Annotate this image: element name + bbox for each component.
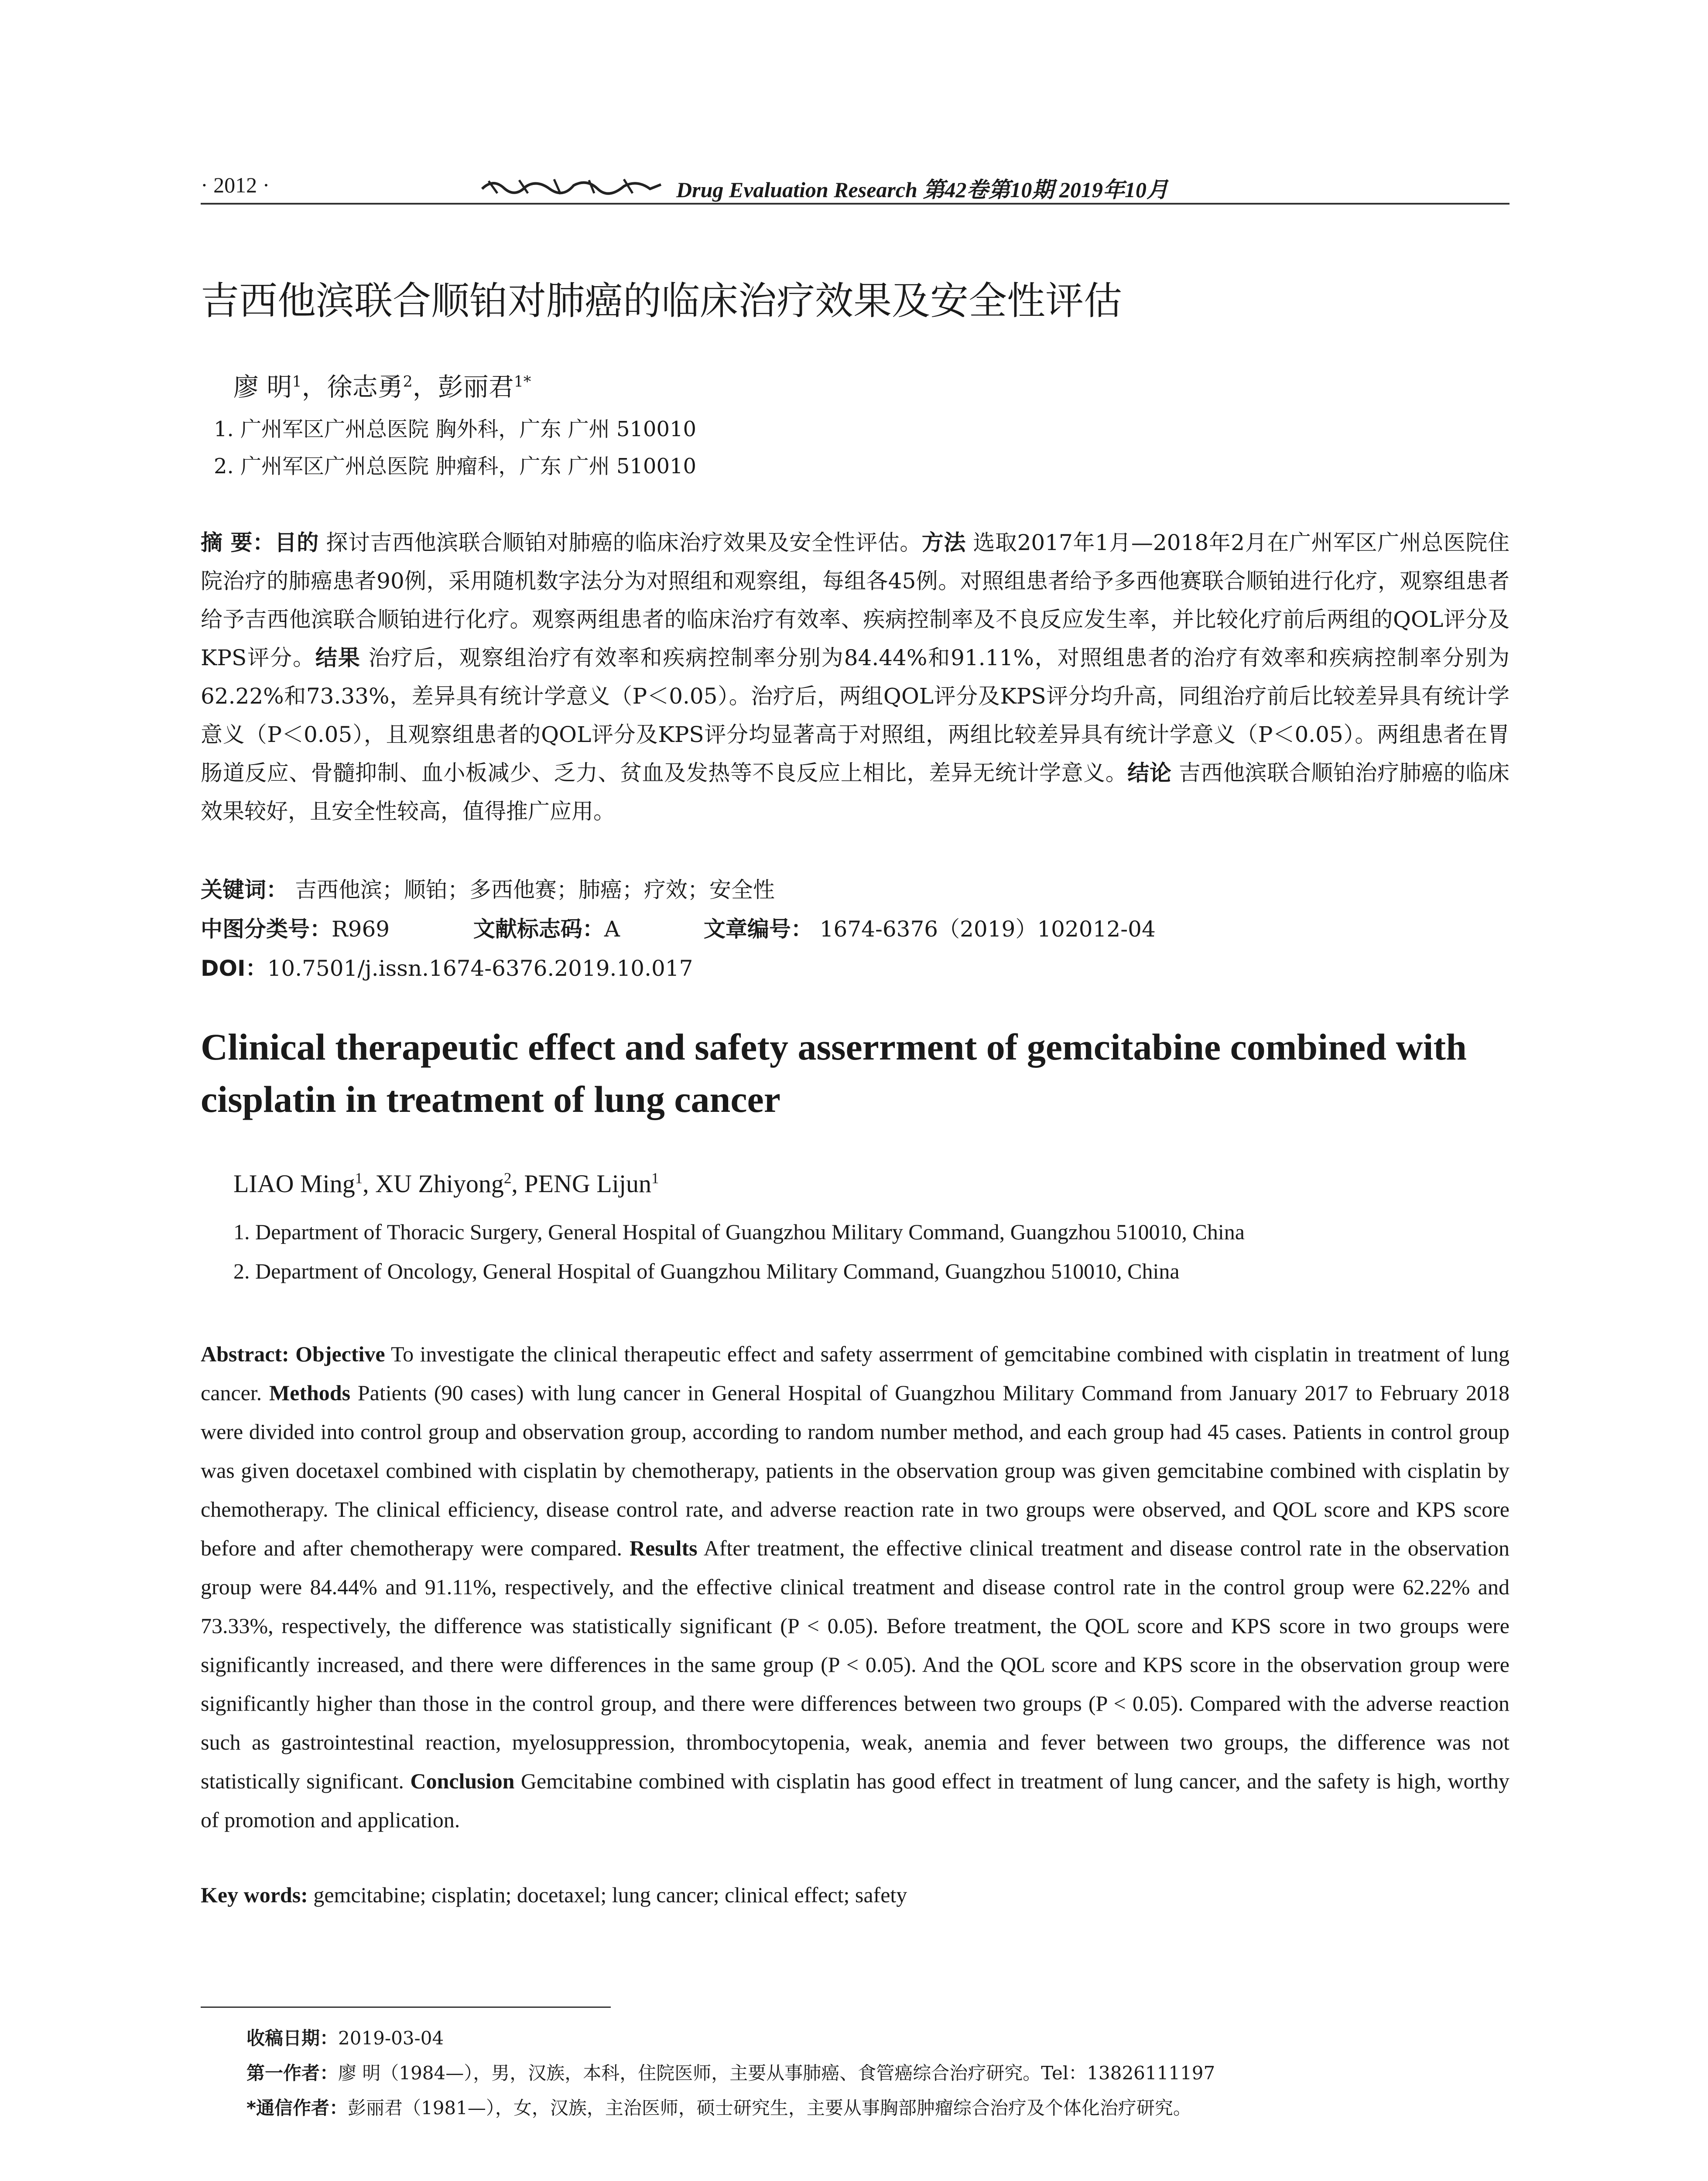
keywords-value: 吉西他滨；顺铂；多西他赛；肺癌；疗效；安全性 [294,877,775,902]
author-name: 彭丽君 [438,372,514,402]
author-affil-mark: 1 [651,1169,659,1187]
keywords-label: 关键词： [201,877,288,902]
doi-value: 10.7501/j.issn.1674-6376.2019.10.017 [267,956,693,981]
journal-name: Drug Evaluation Research 第42卷第10期 2019年10月 [676,178,1168,202]
author-affil-mark: 2 [403,373,413,391]
page-number: · 2012 · [201,173,270,197]
author-name: XU Zhiyong [375,1169,504,1198]
results-label: Results [629,1536,698,1560]
clc-label: 中图分类号： [201,916,332,942]
abstract-label: Abstract: [201,1342,289,1366]
doc-code-label: 文献标志码： [473,916,604,942]
doi-label: DOI： [201,956,267,981]
doc-code-value: A [604,916,620,942]
doi-line [201,951,693,982]
author-name: 徐志勇 [327,372,403,402]
affiliation-en-2: 2. Department of Oncology, General Hospital of Guangzhou Military Command, Guangzhou 510010, China [233,1259,1180,1283]
conclusion-text: Gemcitabine combined with cisplatin has good effect in treatment of lung cancer, and the safety is high, worthy of promotion and application. [201,1769,1509,1832]
abstract-cn [201,523,1509,831]
conclusion-text: 吉西他滨联合顺铂治疗肺癌的临床效果较好，且安全性较高，值得推广应用。 [201,760,1509,824]
keywords-cn [201,872,775,904]
footnote-corresponding [246,2094,1191,2120]
methods-label: Methods [269,1381,351,1405]
author-name: LIAO Ming [233,1169,355,1198]
author-affil-mark: 1 [355,1169,363,1187]
author-affil-mark: 1 [292,373,302,391]
objective-label: Objective [295,1342,385,1366]
article-no-label: 文章编号： [703,916,813,942]
corresponding-label: *通信作者： [246,2097,348,2119]
objective-text: 探讨吉西他滨联合顺铂对肺癌的临床治疗效果及安全性评估。 [318,530,922,555]
affiliation-cn-2: 2. 广州军区广州总医院 肿瘤科，广东 广州 510010 [214,454,697,479]
author-separator: ， [301,372,327,402]
results-label: 结果 [315,645,361,670]
affiliation-cn-1: 1. 广州军区广州总医院 胸外科，广东 广州 510010 [214,417,697,441]
author-name: PENG Lijun [524,1169,651,1198]
journal-calligraphy-logo [480,176,663,195]
first-author-label: 第一作者： [246,2062,339,2084]
classification-line [201,912,1156,943]
author-separator: , [363,1169,376,1198]
author-separator: ， [412,372,438,402]
author-separator: , [511,1169,524,1198]
results-text: After treatment, the effective clinical treatment and disease control rate in the observation group were 84.44% and 91.11%, respectively, and the effective clinical treatment and disease control rate in the control group were 62.22% and 73.33%, respectively, the difference was statistically significant (P < 0.05). Before treatment, the QOL score and KPS score in two groups were significantly increased, and there were differences in the same group (P < 0.05). And the QOL score and KPS score in the observation group were significantly higher than those in the control group, and there were differences between two groups (P < 0.05). Compared with the adverse reaction such as gastrointestinal reaction, myelosuppression, thrombocytopenia, weak, anemia and fever between two groups, the difference was not statistically significant. [201,1536,1509,1793]
article-no-value: 1674-6376（2019）102012-04 [819,916,1156,942]
clc-value: R969 [332,916,390,942]
footnote-rule [201,2007,611,2008]
author-affil-mark: 2 [503,1169,512,1187]
running-header [201,172,1509,205]
author-name: 廖 明 [233,372,292,402]
corresponding-value: 彭丽君（1981—），女，汉族，主治医师，硕士研究生，主要从事胸部肿瘤综合治疗及个体化治疗研究。 [347,2097,1191,2119]
received-label: 收稿日期： [246,2027,339,2049]
objective-label: 目的 [274,530,319,555]
keywords-value: gemcitabine; cisplatin; docetaxel; lung cancer; clinical effect; safety [308,1883,907,1907]
footnote-received [246,2024,444,2050]
results-text: 治疗后，观察组治疗有效率和疾病控制率分别为84.44%和91.11%，对照组患者的治疗有效率和疾病控制率分别为62.22%和73.33%，差异具有统计学意义（P＜0.05）。治疗后，两组QOL评分及KPS评分均升高，同组治疗前后比较差异具有统计学意义（P＜0.05），且观察组患者的QOL评分及KPS评分均显著高于对照组，两组比较差异具有统计学意义（P＜0.05）。两组患者在胃肠道反应、骨髓抑制、血小板减少、乏力、贫血及发热等不良反应上相比，差异无统计学意义。 [201,645,1509,786]
authors-cn [233,366,531,403]
article-title-cn: 吉西他滨联合顺铂对肺癌的临床治疗效果及安全性评估 [201,278,1123,323]
abstract-en [201,1335,1509,1839]
footnote-first-author [246,2059,1215,2085]
abstract-label: 摘 要： [201,530,275,555]
conclusion-label: 结论 [1127,760,1172,786]
keywords-label: Key words: [201,1883,308,1907]
conclusion-label: Conclusion [410,1769,515,1793]
author-affil-mark: 1* [513,373,531,391]
methods-label: 方法 [921,530,966,555]
article-title-en: Clinical therapeutic effect and safety asserrment of gemcitabine combined with cisplatin in treatment of lung cancer [201,1026,1467,1120]
first-author-value: 廖 明（1984—），男，汉族，本科，住院医师，主要从事肺癌、食管癌综合治疗研究。Tel：13826111197 [338,2062,1215,2084]
objective-text: To investigate the clinical therapeutic effect and safety asserrment of gemcitabine combined with cisplatin in treatment of lung cancer. [201,1342,1509,1405]
methods-text: 选取2017年1月—2018年2月在广州军区广州总医院住院治疗的肺癌患者90例，采用随机数字法分为对照组和观察组，每组各45例。对照组患者给予多西他赛联合顺铂进行化疗，观察组患者给予吉西他滨联合顺铂进行化疗。观察两组患者的临床治疗有效率、疾病控制率及不良反应发生率，并比较化疗前后两组的QOL评分及KPS评分。 [201,530,1509,670]
keywords-en [201,1882,907,1908]
authors-en [233,1169,659,1198]
affiliation-en-1: 1. Department of Thoracic Surgery, General Hospital of Guangzhou Military Command, Guangzhou 510010, China [233,1220,1245,1244]
received-value: 2019-03-04 [338,2027,444,2049]
methods-text: Patients (90 cases) with lung cancer in General Hospital of Guangzhou Military Command from January 2017 to February 2018 were divided into control group and observation group, according to random number method, and each group had 45 cases. Patients in control group was given docetaxel combined with cisplatin by chemotherapy, patients in the observation group was given gemcitabine combined with cisplatin by chemotherapy. The clinical efficiency, disease control rate, and adverse reaction rate in two groups were observed, and QOL score and KPS score before and after chemotherapy were compared. [201,1381,1509,1560]
